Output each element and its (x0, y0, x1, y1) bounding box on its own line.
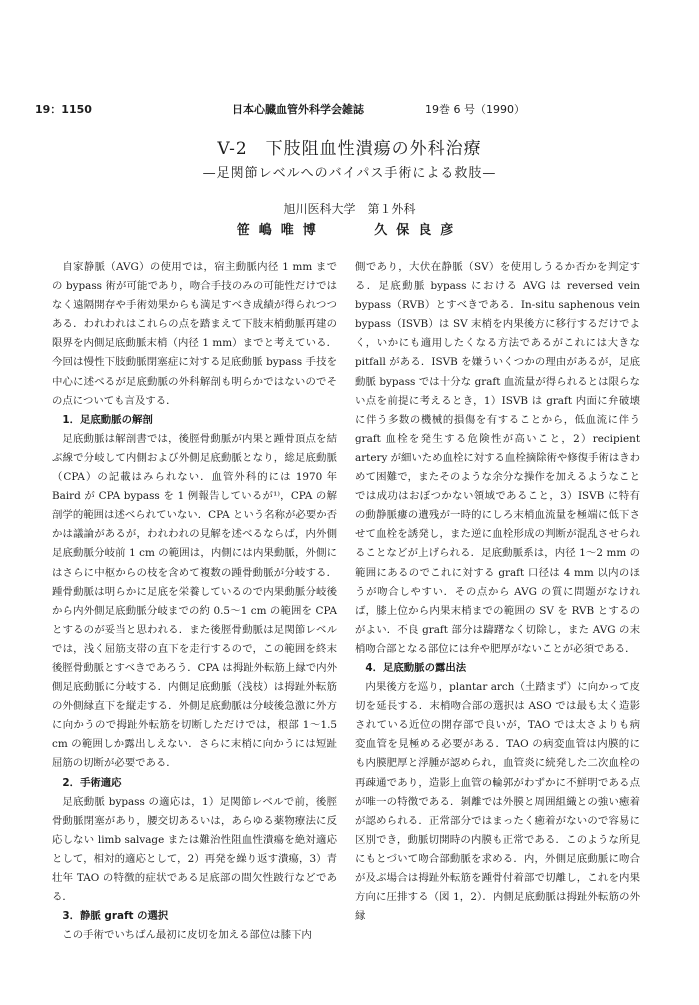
section-3-paragraph: この手術でいちばん最初に皮切を加える部位は膝下内 (62, 929, 312, 942)
volume-info: 19巻 6 号（1990） (425, 103, 525, 116)
article-subtitle: —足関節レベルへのバイパス手術による救肢— (202, 166, 497, 181)
page-number: 19：1150 (35, 103, 92, 116)
section-2-paragraph: 足底動脈 bypass の適応は，1）足関節レベルで前，後脛骨動脈閉塞があり，腰交切あるいは，あらゆる薬物療法に反応しない limb salvage または難治性阻血性潰瘍を絶対適応として，相対的適応として，2）再発を繰り返す潰瘍，3）青壮年 TAO の特徴的症状である足底部の間欠性跛行などである． (52, 795, 337, 904)
section-heading-2: 2．手術適応 (62, 776, 122, 789)
journal-name: 日本心臓血管外科学会雑誌 (232, 103, 364, 116)
section-heading-4: 4．足底動脈の露出法 (365, 661, 467, 674)
right-column (355, 258, 640, 926)
author-1: 笹嶋唯博 (236, 223, 325, 238)
section-3-continued: 側であり，大伏在静脈（SV）を使用しうるか否かを判定する．足底動脈 bypass における AVG は reversed vein bypass（RVB）とすべきである．In-situ saphenous vein bypass（ISVB）は SV 末梢を内果後方に移行するだけでよく，いかにも適用したくなる方法であるがこれには大きな pitfall がある．ISVB を嫌ういくつかの理由があるが，足底動脈 bypass では十分な graft 血流量が得られるとは限らない点を前提に考えるとき，1）ISVB は graft 内面に弁破壊に伴う多数の機械的損傷を有することから，低血流に伴う graft 血栓を発生する危険性が高いこと，2）recipient artery が細いため血栓に対する血栓摘除術や修復手術はきわめて困難で，またそのような余分な操作を加えるようなことでは成功はおぼつかない領域であること，3）ISVB に特有の動静脈瘻の遺残が一時的にしろ末梢血流量を極端に低下させて血栓を誘発し，また逆に血栓形成の判断が混乱させられることなどが上げられる．足底動脈系は，内径 1〜2 mm の範囲にあるのでこれに対する graft 口径は 4 mm 以内のほうが吻合しやすい．その点から AVG の質に問題がなければ，膝上位から内果末梢までの範囲の SV を RVB とするのがよい．不良 graft 部分は躊躇なく切除し，また AVG の末梢吻合部となる部位には弁や肥厚がないことが必須である． (355, 261, 640, 655)
left-column (52, 258, 337, 945)
section-heading-3: 3．静脈 graft の選択 (62, 910, 169, 923)
affiliation: 旭川医科大学 第１外科 (283, 202, 416, 216)
section-1-paragraph: 足底動脈は解剖書では，後脛骨動脈が内果と踵骨頂点を結ぶ線で分岐して内側および外側足底動脈となり，総足底動脈（CPA）の記載はみられない．血管外科的には 1970 年 Baird が CPA bypass を 1 例報告しているが¹⁾，CPA の解剖学的範囲は述べられていない．CPA という名称が必要か否かは議論があるが，われわれの見解を述べるならば，内外側足底動脈分岐前 1 cm の範囲は，内側には内果動脈，外側にはさらに中枢からの枝を含めて複数の踵骨動脈が分岐する．踵骨動脈は明らかに足底を栄養しているので内果動脈分岐後から内外側足底動脈分岐までの約 0.5〜1 cm の範囲を CPA とするのが妥当と思われる．また後脛骨動脈は足関節レベルでは，浅く屈筋支帯の直下を走行するので，この範囲を終末後脛骨動脈とすべきであろう．CPA は拇趾外転筋上縁で内外側足底動脈に分岐する．内側足底動脈（浅枝）は拇趾外転筋の外側縁直下を縦走する．外側足底動脈は分岐後急激に外方に向かうので拇趾外転筋を切断しただけでは，根部 1〜1.5 cm の範囲しか露出しえない．さらに末梢に向かうには短趾屈筋の切断が必要である． (52, 432, 337, 770)
author-list (0, 219, 699, 238)
article-title: V-2 下肢阻血性潰瘍の外科治療 (217, 139, 482, 159)
running-header (35, 101, 655, 117)
section-4-paragraph: 内果後方を巡り，plantar arch（土踏まず）に向かって皮切を延長する．末梢吻合部の選択は ASO では最も太く造影されている近位の開存部で良いが，TAO では太さよりも病変血管を見極める必要がある．TAO の病変血管は内膜的にも内膜肥厚と浮腫が認められ，血管炎に続発した二次血栓の再疎通であり，造影上血管の輪郭がわずかに不鮮明である点が唯一の特徴である．剝離では外膜と周囲組織との強い癒着が認められる．正常部分ではまったく癒着がないので容易に区別でき，動脈切開時の内膜も正常である．このような所見にもとづいて吻合部動脈を求める．内，外側足底動脈に吻合が及ぶ場合は拇趾外転筋を踵骨付着部で切離し，これを内果方向に圧排する（図 1，2）．内側足底動脈は拇趾外転筋の外縁 (355, 681, 640, 923)
intro-paragraph: 自家静脈（AVG）の使用では，宿主動脈内径 1 mm までの bypass 術が可能であり，吻合手技のみの可能性だけではなく遠隔開存や手術効果からも満足すべき成績が得られつつある．われわれはこれらの点を踏まえて下肢末梢動脈再建の限界を内側足底動脈末梢（内径 1 mm）までと考えている．今回は慢性下肢動脈閉塞症に対する足底動脈 bypass 手技を中心に述べるが足底動脈の外科解剖も明らかではないのでその点についても言及する． (52, 261, 337, 407)
author-2: 久保良彦 (374, 223, 463, 238)
section-heading-1: 1．足底動脈の解剖 (62, 413, 153, 426)
